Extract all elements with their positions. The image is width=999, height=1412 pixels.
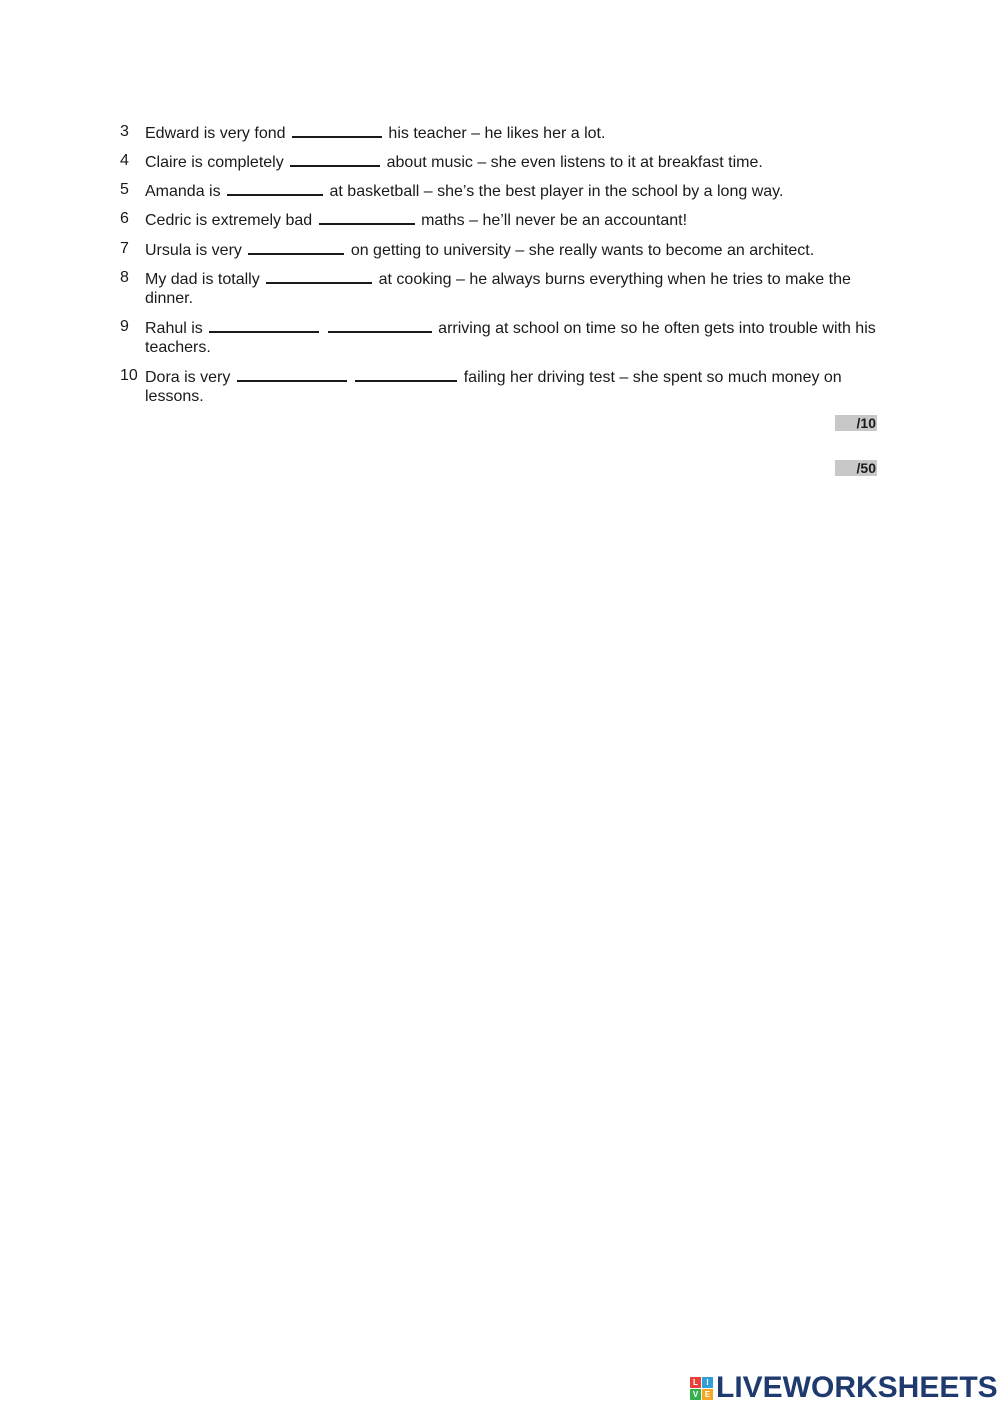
question-text-after: at cooking – he always burns everything when he tries to make the dinner.: [145, 271, 851, 307]
logo-icon: [690, 1377, 713, 1400]
answer-blank[interactable]: [292, 122, 382, 138]
question-text-after: failing her driving test – she spent so much money on lessons.: [145, 369, 842, 405]
question-number: 7: [120, 240, 129, 257]
question-4: [120, 151, 890, 172]
answer-blank[interactable]: [319, 209, 415, 225]
question-number: 8: [120, 269, 129, 286]
question-9: [120, 317, 890, 357]
logo-letter-i: I: [702, 1377, 713, 1388]
question-number: 9: [120, 318, 129, 335]
logo-letter-e: E: [702, 1389, 713, 1400]
question-text-before: Edward is very fond: [145, 125, 286, 142]
logo-text: LIVEWORKSHEETS: [716, 1371, 998, 1404]
question-8: [120, 268, 890, 308]
question-10: [120, 366, 890, 406]
answer-blank[interactable]: [209, 317, 319, 333]
logo-letter-v: V: [690, 1389, 701, 1400]
question-7: [120, 239, 890, 260]
answer-blank[interactable]: [237, 366, 347, 382]
answer-blank[interactable]: [227, 180, 323, 196]
question-text-before: Ursula is very: [145, 242, 242, 259]
question-text-before: Rahul is: [145, 320, 203, 337]
question-number: 10: [120, 367, 138, 384]
question-5: [120, 180, 890, 201]
answer-blank[interactable]: [248, 239, 344, 255]
question-number: 6: [120, 210, 129, 227]
question-text-after: at basketball – she’s the best player in the school by a long way.: [329, 183, 784, 200]
question-text-after: on getting to university – she really wants to become an architect.: [350, 242, 815, 259]
answer-blank[interactable]: [290, 151, 380, 167]
question-3: [120, 122, 890, 143]
answer-blank[interactable]: [266, 268, 372, 284]
question-number: 3: [120, 123, 129, 140]
question-text-after: about music – she even listens to it at breakfast time.: [386, 154, 763, 171]
question-text-after: arriving at school on time so he often gets into trouble with his teachers.: [145, 320, 876, 356]
question-6: [120, 209, 890, 230]
logo-letter-l: L: [690, 1377, 701, 1388]
answer-blank-2[interactable]: [328, 317, 432, 333]
answer-blank-2[interactable]: [355, 366, 457, 382]
question-text-after: maths – he’ll never be an accountant!: [421, 212, 688, 229]
question-text-before: Claire is completely: [145, 154, 284, 171]
question-text-before: Cedric is extremely bad: [145, 212, 313, 229]
liveworksheets-logo: [690, 1373, 998, 1403]
total-score-box: /50: [835, 460, 877, 476]
question-text-before: Dora is very: [145, 369, 231, 386]
question-number: 4: [120, 152, 129, 169]
question-text-before: My dad is totally: [145, 271, 260, 288]
question-text-before: Amanda is: [145, 183, 221, 200]
section-score-box: /10: [835, 415, 877, 431]
question-number: 5: [120, 181, 129, 198]
question-text-after: his teacher – he likes her a lot.: [388, 125, 606, 142]
